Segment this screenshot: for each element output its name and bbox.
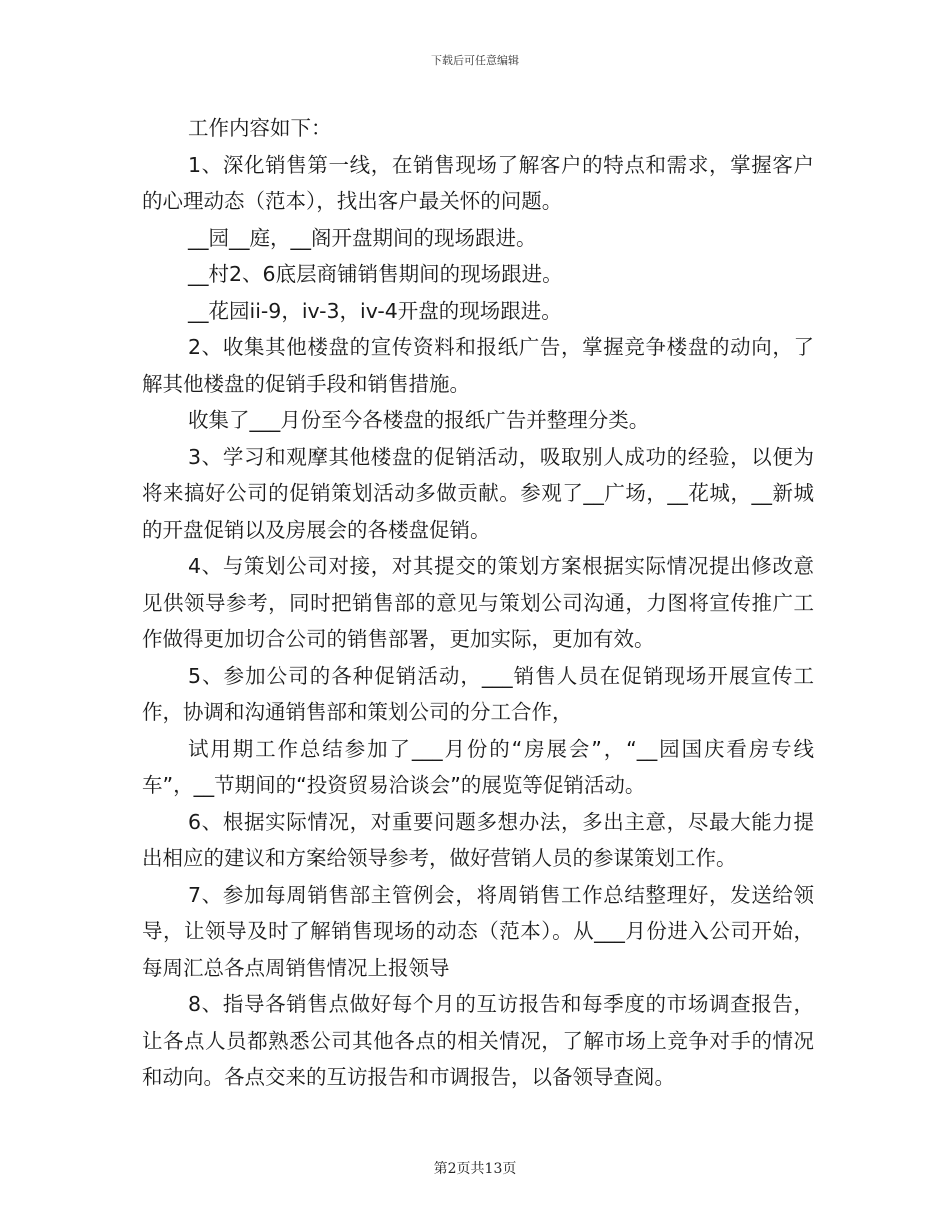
- paragraph-item-7: 7、参加每周销售部主管例会，将周销售工作总结整理好，发送给领导，让领导及时了解销售现场的动态（范本）。从___月份进入公司开始，每周汇总各点周销售情况上报领导: [142, 882, 814, 980]
- paragraph-item-8: 8、指导各销售点做好每个月的互访报告和每季度的市场调查报告，让各点人员都熟悉公司其他各点的相关情况，了解市场上竞争对手的情况和动向。各点交来的互访报告和市调报告，以备领导查阅。: [142, 992, 814, 1089]
- paragraph-sub-2a: 收集了___月份至今各楼盘的报纸广告并整理分类。: [188, 408, 650, 432]
- document-body: [142, 110, 814, 1096]
- paragraph-item-2: 2、收集其他楼盘的宣传资料和报纸广告，掌握竞争楼盘的动向，了解其他楼盘的促销手段和销售措施。: [142, 335, 814, 396]
- page-header: 下载后可任意编辑: [431, 54, 519, 67]
- paragraph-sub-1a: __园__庭，__阁开盘期间的现场跟进。: [188, 225, 537, 250]
- paragraph-item-4: 4、与策划公司对接，对其提交的策划方案根据实际情况提出修改意见供领导参考，同时把销售部的意见与策划公司沟通，力图将宣传推广工作做得更加切合公司的销售部署，更加实际，更加有效。: [142, 554, 814, 651]
- paragraph-sub-5a: 试用期工作总结参加了___月份的“房展会”，“__园国庆看房专线车”，__节期间的“投资贸易洽谈会”的展览等促销活动。: [142, 736, 814, 797]
- paragraph-intro: 工作内容如下：: [188, 116, 332, 140]
- paragraph-sub-1c: __花园ii-9，iv-3，iv-4开盘的现场跟进。: [188, 298, 562, 323]
- paragraph-item-5: 5、参加公司的各种促销活动，___销售人员在促销现场开展宣传工作，协调和沟通销售部和策划公司的分工合作，: [142, 663, 814, 724]
- paragraph-item-6: 6、根据实际情况，对重要问题多想办法，多出主意，尽最大能力提出相应的建议和方案给领导参考，做好营销人员的参谋策划工作。: [142, 809, 814, 870]
- page-number: 第2页共13页: [433, 1161, 517, 1177]
- paragraph-sub-1b: __村2、6底层商铺销售期间的现场跟进。: [188, 262, 563, 286]
- paragraph-item-3: 3、学习和观摩其他楼盘的促销活动，吸取别人成功的经验，以便为将来搞好公司的促销策划活动多做贡献。参观了__广场，__花城，__新城的开盘促销以及房展会的各楼盘促销。: [142, 444, 814, 542]
- paragraph-item-1: 1、深化销售第一线，在销售现场了解客户的特点和需求，掌握客户的心理动态（范本），找出客户最关怀的问题。: [142, 152, 814, 213]
